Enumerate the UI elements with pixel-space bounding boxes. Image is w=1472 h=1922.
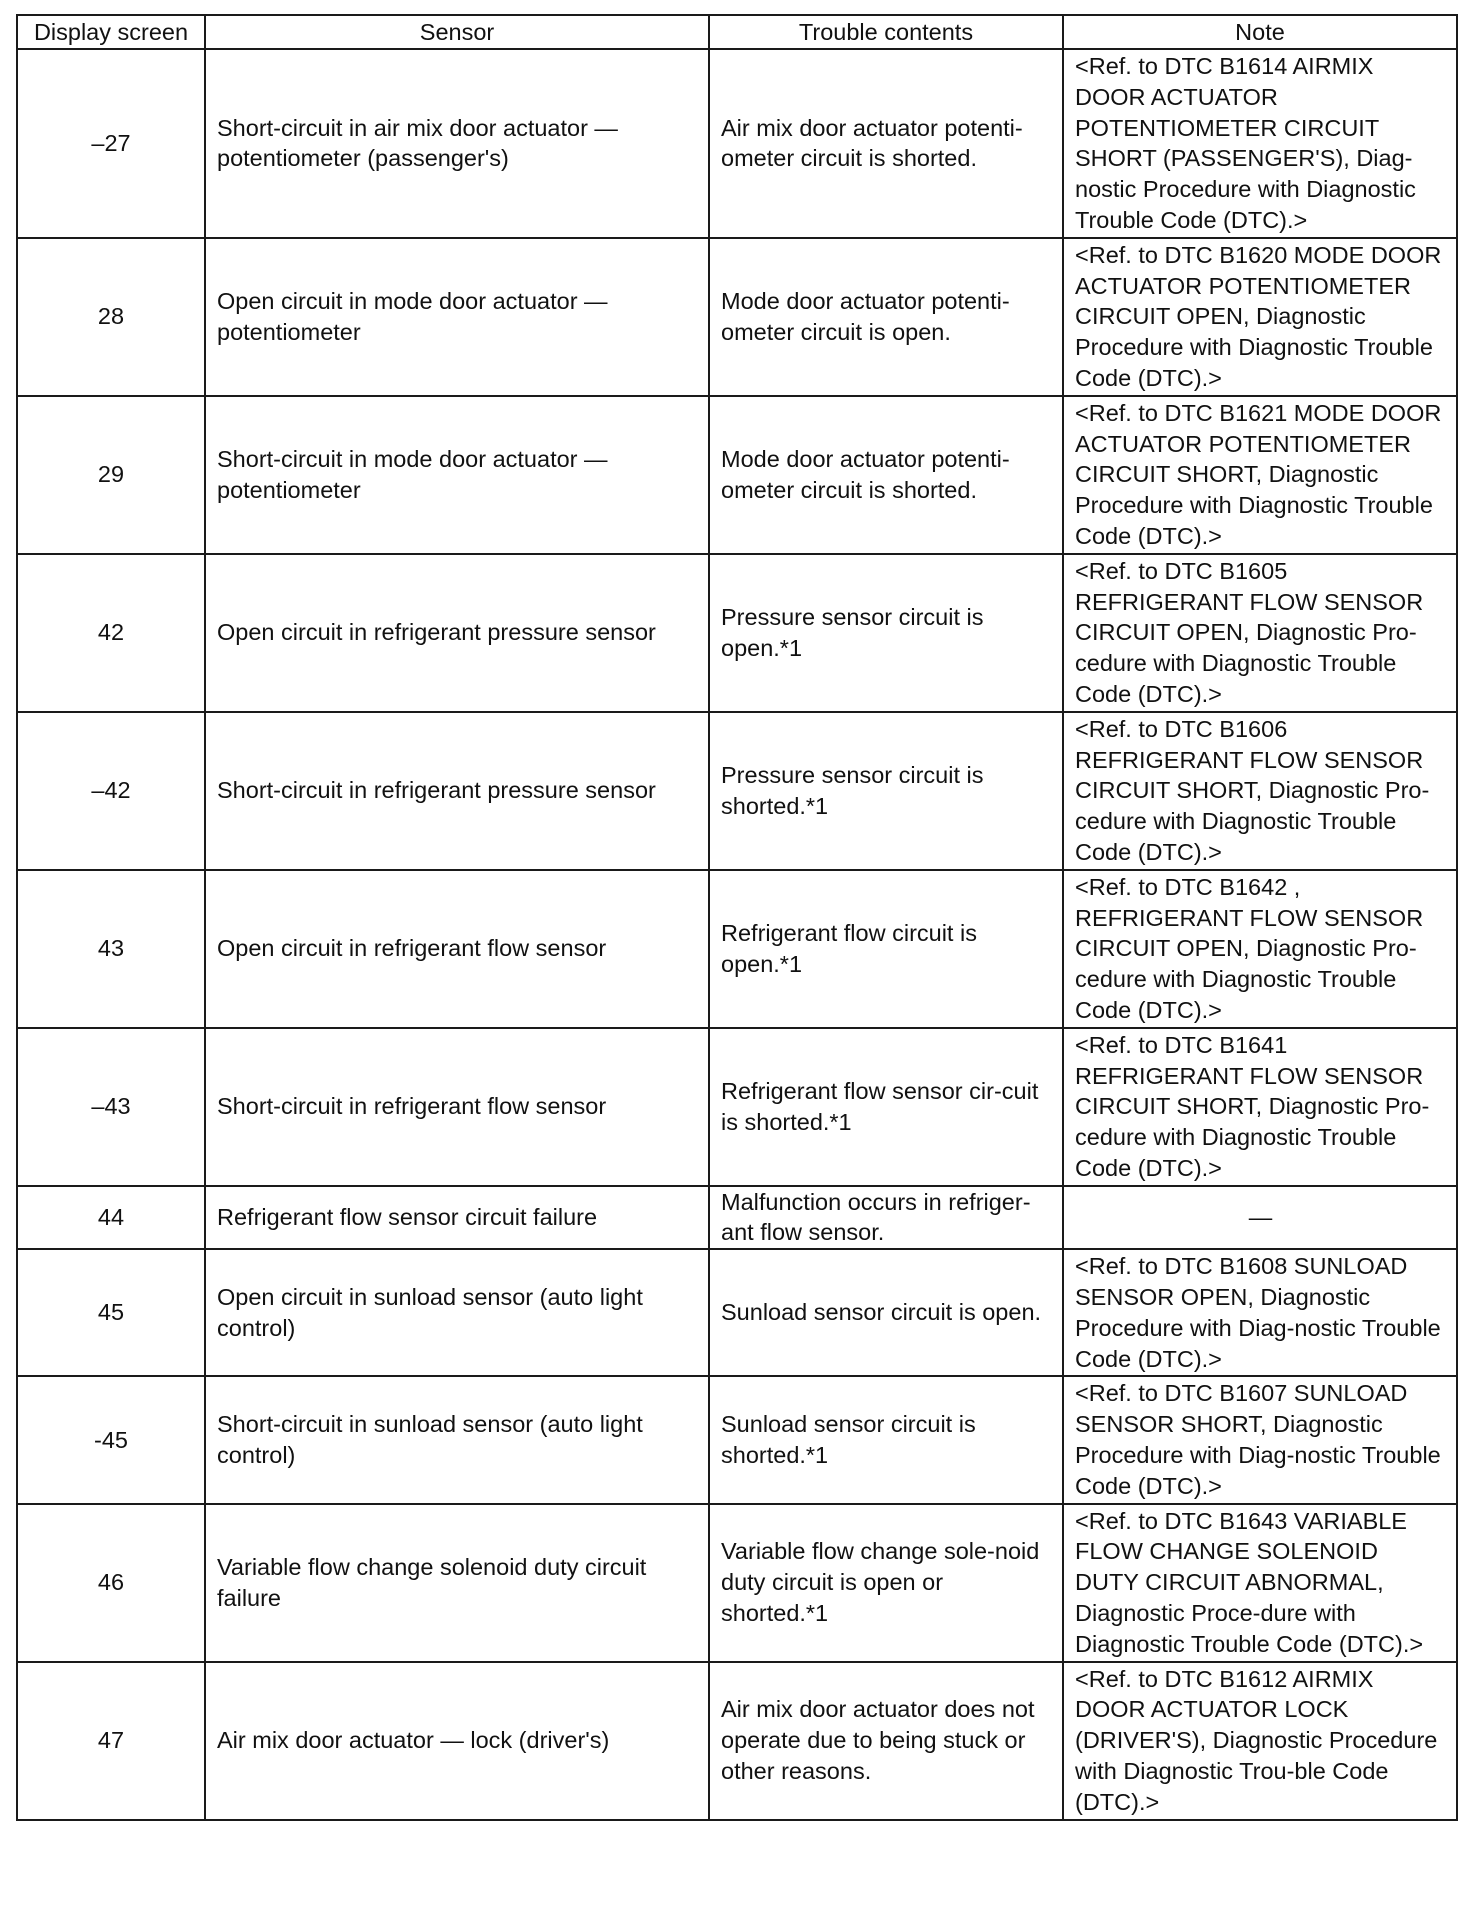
sensor-cell: Open circuit in mode door actuator — potentiometer bbox=[205, 238, 709, 396]
display-code-cell: 43 bbox=[17, 870, 205, 1028]
note-cell: <Ref. to DTC B1643 VARIABLE FLOW CHANGE SOLENOID DUTY CIRCUIT ABNORMAL, Diagnostic Proce-dure with Diagnostic Trouble Code (DTC).> bbox=[1063, 1504, 1457, 1662]
trouble-cell: Malfunction occurs in refriger-ant flow sensor. bbox=[709, 1186, 1063, 1250]
note-cell: <Ref. to DTC B1612 AIRMIX DOOR ACTUATOR LOCK (DRIVER'S), Diagnostic Procedure with Diagnostic Trou-ble Code (DTC).> bbox=[1063, 1662, 1457, 1820]
table-row bbox=[17, 1662, 1457, 1820]
trouble-cell: Variable flow change sole-noid duty circuit is open or shorted.*1 bbox=[709, 1504, 1063, 1662]
trouble-cell: Air mix door actuator potenti-ometer circuit is shorted. bbox=[709, 49, 1063, 238]
sensor-cell: Air mix door actuator — lock (driver's) bbox=[205, 1662, 709, 1820]
display-code-cell: 47 bbox=[17, 1662, 205, 1820]
sensor-cell: Short-circuit in refrigerant pressure sensor bbox=[205, 712, 709, 870]
display-code-cell: –43 bbox=[17, 1028, 205, 1186]
sensor-cell: Short-circuit in refrigerant flow sensor bbox=[205, 1028, 709, 1186]
dtc-table bbox=[16, 14, 1458, 1821]
table-row bbox=[17, 1249, 1457, 1376]
trouble-cell: Mode door actuator potenti-ometer circuit is open. bbox=[709, 238, 1063, 396]
table-row bbox=[17, 554, 1457, 712]
display-code-cell: -45 bbox=[17, 1376, 205, 1503]
sensor-cell: Open circuit in refrigerant flow sensor bbox=[205, 870, 709, 1028]
display-code-cell: 44 bbox=[17, 1186, 205, 1250]
note-cell: — bbox=[1063, 1186, 1457, 1250]
sensor-cell: Refrigerant flow sensor circuit failure bbox=[205, 1186, 709, 1250]
table-row bbox=[17, 1376, 1457, 1503]
sensor-cell: Short-circuit in air mix door actuator — potentiometer (passenger's) bbox=[205, 49, 709, 238]
display-code-cell: 29 bbox=[17, 396, 205, 554]
display-code-cell: –42 bbox=[17, 712, 205, 870]
note-cell: <Ref. to DTC B1607 SUNLOAD SENSOR SHORT, Diagnostic Procedure with Diag-nostic Trouble Code (DTC).> bbox=[1063, 1376, 1457, 1503]
header-row bbox=[17, 15, 1457, 49]
display-code-cell: 42 bbox=[17, 554, 205, 712]
display-code-cell: 46 bbox=[17, 1504, 205, 1662]
note-cell: <Ref. to DTC B1621 MODE DOOR ACTUATOR POTENTIOMETER CIRCUIT SHORT, Diagnostic Procedure with Diagnostic Trouble Code (DTC).> bbox=[1063, 396, 1457, 554]
header-display-screen: Display screen bbox=[17, 15, 205, 49]
table-row bbox=[17, 712, 1457, 870]
trouble-cell: Pressure sensor circuit is open.*1 bbox=[709, 554, 1063, 712]
note-cell: <Ref. to DTC B1641 REFRIGERANT FLOW SENSOR CIRCUIT SHORT, Diagnostic Pro-cedure with Diagnostic Trouble Code (DTC).> bbox=[1063, 1028, 1457, 1186]
trouble-cell: Refrigerant flow sensor cir-cuit is shorted.*1 bbox=[709, 1028, 1063, 1186]
trouble-cell: Air mix door actuator does not operate due to being stuck or other reasons. bbox=[709, 1662, 1063, 1820]
sensor-cell: Short-circuit in mode door actuator — potentiometer bbox=[205, 396, 709, 554]
note-cell: <Ref. to DTC B1620 MODE DOOR ACTUATOR POTENTIOMETER CIRCUIT OPEN, Diagnostic Procedure with Diagnostic Trouble Code (DTC).> bbox=[1063, 238, 1457, 396]
table-row bbox=[17, 238, 1457, 396]
table-row bbox=[17, 49, 1457, 238]
header-trouble-contents: Trouble contents bbox=[709, 15, 1063, 49]
table-header bbox=[17, 15, 1457, 49]
display-code-cell: –27 bbox=[17, 49, 205, 238]
note-cell: <Ref. to DTC B1614 AIRMIX DOOR ACTUATOR POTENTIOMETER CIRCUIT SHORT (PASSENGER'S), Diag-nostic Procedure with Diagnostic Trouble Code (DTC).> bbox=[1063, 49, 1457, 238]
note-cell: <Ref. to DTC B1642 , REFRIGERANT FLOW SENSOR CIRCUIT OPEN, Diagnostic Pro-cedure with Diagnostic Trouble Code (DTC).> bbox=[1063, 870, 1457, 1028]
note-cell: <Ref. to DTC B1608 SUNLOAD SENSOR OPEN, Diagnostic Procedure with Diag-nostic Trouble Code (DTC).> bbox=[1063, 1249, 1457, 1376]
header-note: Note bbox=[1063, 15, 1457, 49]
sensor-cell: Variable flow change solenoid duty circuit failure bbox=[205, 1504, 709, 1662]
note-cell: <Ref. to DTC B1606 REFRIGERANT FLOW SENSOR CIRCUIT SHORT, Diagnostic Pro-cedure with Diagnostic Trouble Code (DTC).> bbox=[1063, 712, 1457, 870]
table-body bbox=[17, 49, 1457, 1820]
table-row bbox=[17, 396, 1457, 554]
trouble-cell: Sunload sensor circuit is shorted.*1 bbox=[709, 1376, 1063, 1503]
trouble-cell: Refrigerant flow circuit is open.*1 bbox=[709, 870, 1063, 1028]
sensor-cell: Open circuit in refrigerant pressure sensor bbox=[205, 554, 709, 712]
sensor-cell: Open circuit in sunload sensor (auto light control) bbox=[205, 1249, 709, 1376]
trouble-cell: Pressure sensor circuit is shorted.*1 bbox=[709, 712, 1063, 870]
note-cell: <Ref. to DTC B1605 REFRIGERANT FLOW SENSOR CIRCUIT OPEN, Diagnostic Pro-cedure with Diagnostic Trouble Code (DTC).> bbox=[1063, 554, 1457, 712]
display-code-cell: 28 bbox=[17, 238, 205, 396]
trouble-cell: Sunload sensor circuit is open. bbox=[709, 1249, 1063, 1376]
table-row bbox=[17, 1186, 1457, 1250]
sensor-cell: Short-circuit in sunload sensor (auto light control) bbox=[205, 1376, 709, 1503]
table-row bbox=[17, 1504, 1457, 1662]
table-row bbox=[17, 870, 1457, 1028]
table-row bbox=[17, 1028, 1457, 1186]
header-sensor: Sensor bbox=[205, 15, 709, 49]
display-code-cell: 45 bbox=[17, 1249, 205, 1376]
trouble-cell: Mode door actuator potenti-ometer circuit is shorted. bbox=[709, 396, 1063, 554]
